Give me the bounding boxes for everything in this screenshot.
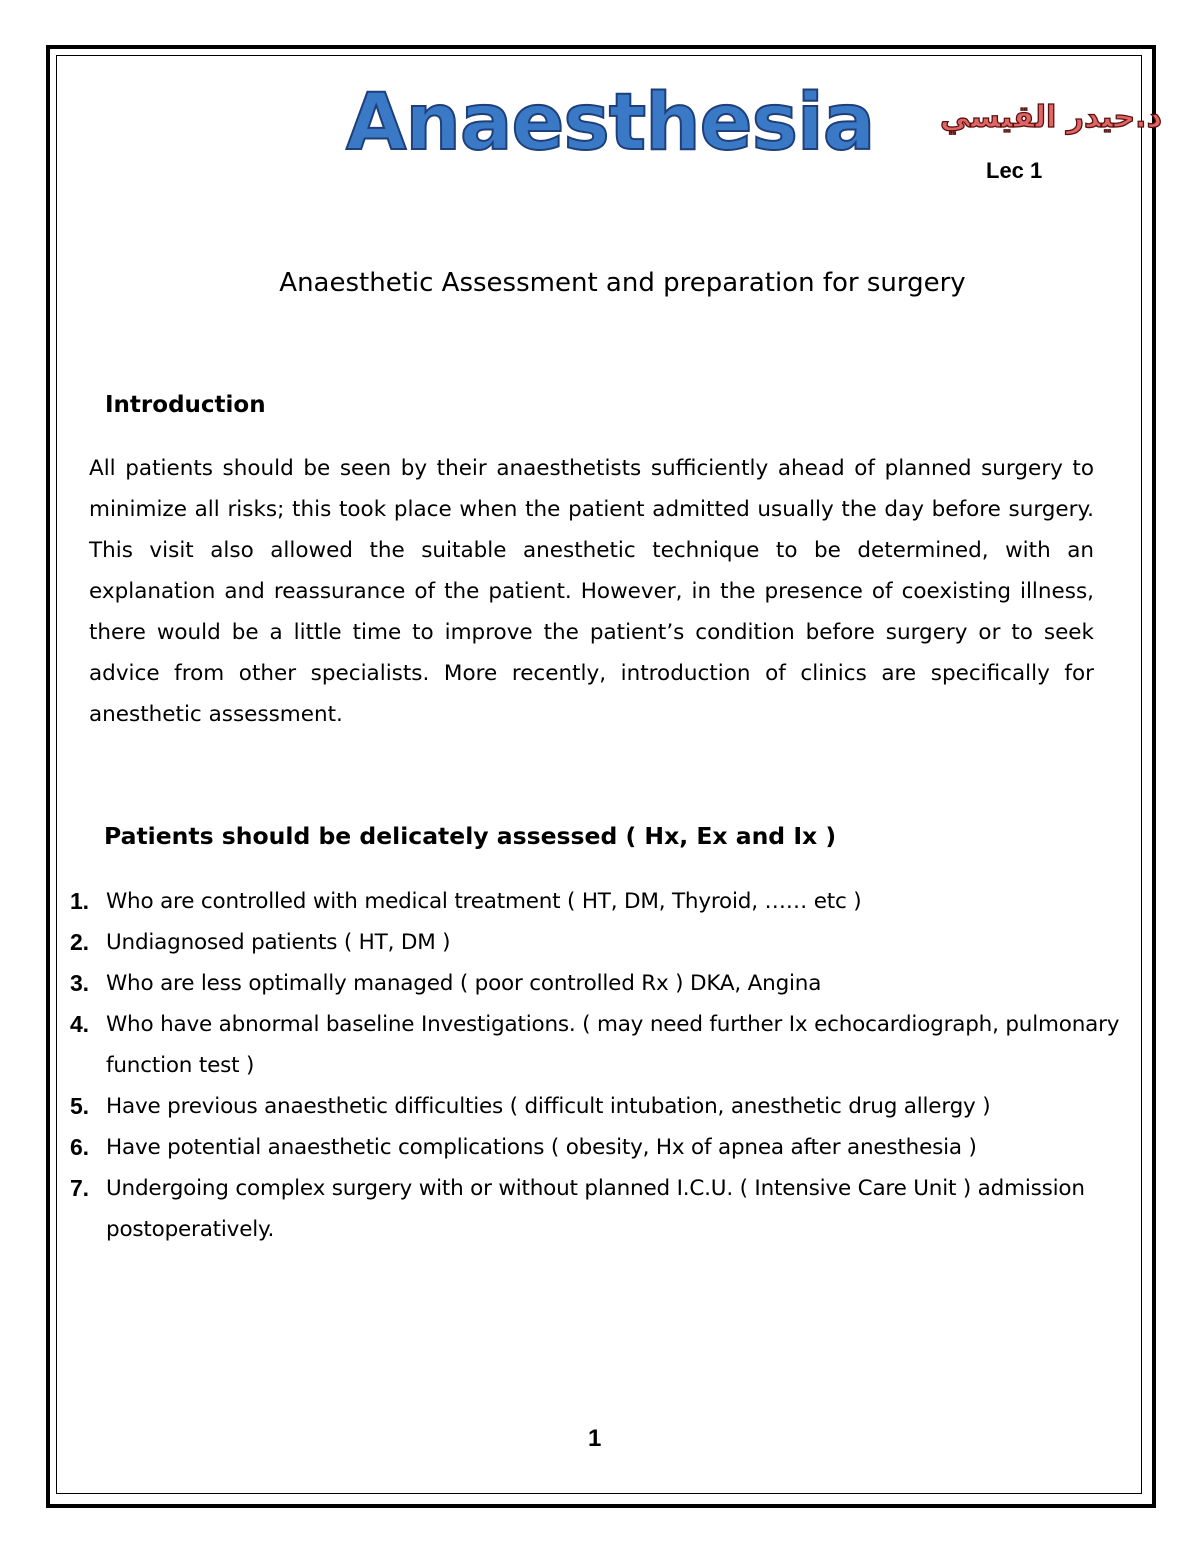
list-item-number: 4. xyxy=(70,1011,89,1037)
list-item-number: 7. xyxy=(70,1175,89,1201)
list-item-text: Who are less optimally managed ( poor controlled Rx ) DKA, Angina xyxy=(106,971,822,996)
list-item-number: 6. xyxy=(70,1134,89,1160)
list-item-text: Who have abnormal baseline Investigations. ( may need further Ix echocardiograph, pulmonary function test ) xyxy=(106,1012,1120,1078)
list-item xyxy=(70,1127,1135,1168)
list-item-number: 2. xyxy=(70,929,89,955)
list-item-number: 3. xyxy=(70,970,89,996)
list-item xyxy=(70,963,1135,1004)
assessment-criteria-list xyxy=(70,881,1135,1250)
lecture-subtitle: Anaesthetic Assessment and preparation for surgery xyxy=(279,268,966,298)
introduction-heading: Introduction xyxy=(105,392,266,418)
author-name: د.حيدر القيسي xyxy=(940,100,1162,135)
lecture-label: Lec 1 xyxy=(986,158,1043,183)
list-item-number: 5. xyxy=(70,1093,89,1119)
assessment-heading: Patients should be delicately assessed ( Hx, Ex and Ix ) xyxy=(104,822,837,850)
list-item xyxy=(70,881,1135,922)
list-item xyxy=(70,1168,1135,1250)
list-item xyxy=(70,1086,1135,1127)
list-item xyxy=(70,922,1135,963)
introduction-paragraph: All patients should be seen by their anaesthetists sufficiently ahead of planned surgery to minimize all risks; this took place when the patient admitted usually the day before surgery. This visit also allowed the suitable anesthetic technique to be determined, with an explanation and reassurance of the patient. However, in the presence of coexisting illness, there would be a little time to improve the patient’s condition before surgery or to seek advice from other specialists. More recently, introduction of clinics are specifically for anesthetic assessment. xyxy=(89,456,1094,727)
list-item-text: Undergoing complex surgery with or without planned I.C.U. ( Intensive Care Unit ) admission postoperatively. xyxy=(106,1176,1085,1242)
list-item-text: Who are controlled with medical treatment ( HT, DM, Thyroid, …… etc ) xyxy=(106,889,862,914)
list-item-number: 1. xyxy=(70,888,89,914)
list-item-text: Undiagnosed patients ( HT, DM ) xyxy=(106,930,451,955)
list-item-text: Have potential anaesthetic complications ( obesity, Hx of apnea after anesthesia ) xyxy=(106,1135,977,1160)
list-item xyxy=(70,1004,1135,1086)
list-item-text: Have previous anaesthetic difficulties ( difficult intubation, anesthetic drug allergy ) xyxy=(106,1094,991,1119)
document-title: Anaesthesia xyxy=(346,78,875,168)
page-number: 1 xyxy=(588,1425,602,1452)
